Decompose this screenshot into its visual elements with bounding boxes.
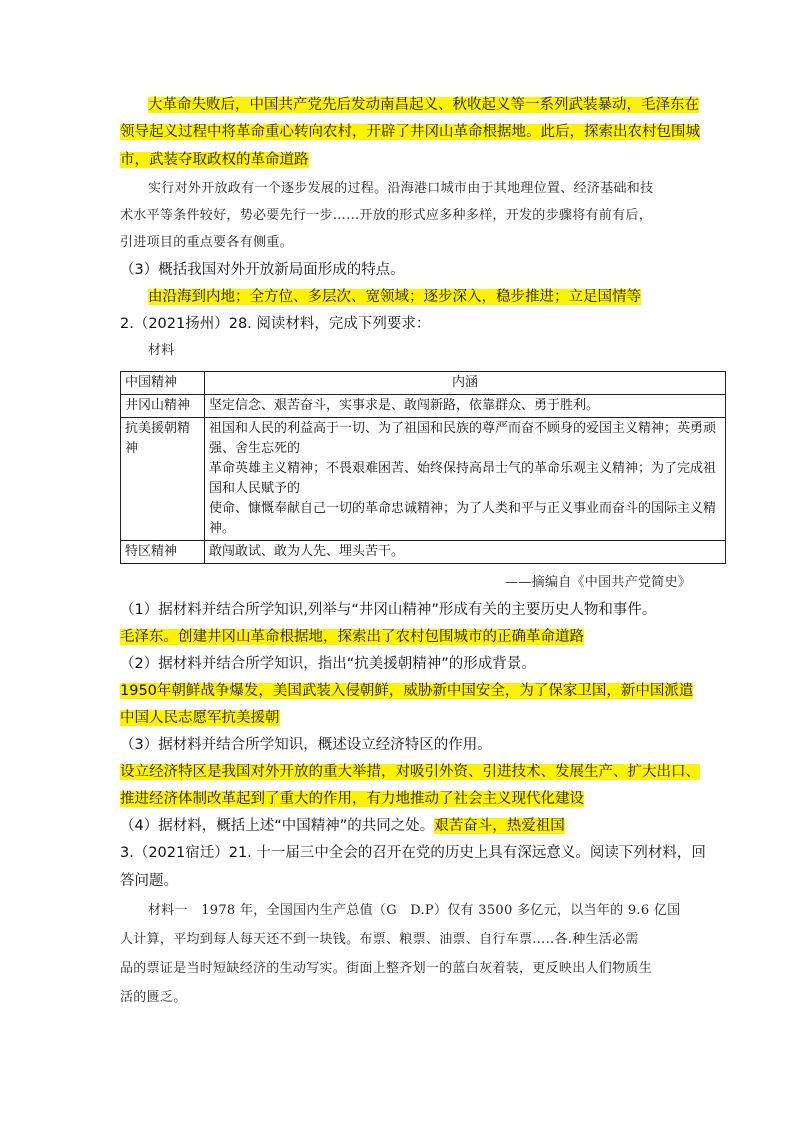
answer-line: 领导起义过程中将革命重心转向农村，开辟了井冈山革命根据地。此后，探索出农村包围城 [120,124,700,140]
question-text: （1）据材料并结合所学知识,列举与“井冈山精神”形成有关的主要历史人物和事件。 [120,602,657,618]
answer-line: 设立经济特区是我国对外开放的重大举措，对吸引外资、引进技术、发展生产、扩大出口、 [120,764,700,780]
answer-line: 1950年朝鲜战争爆发，美国武装入侵朝鲜，威胁新中国安全，为了保家卫国，新中国派遣 [120,683,694,699]
answer-line: 推进经济体制改革起到了重大的作用，有力地推动了社会主义现代化建设 [120,791,584,807]
question-header: 3.（2021宿迁）21. 十一届三中全会的召开在党的历史上具有深远意义。阅读下列材料，回 [120,845,706,861]
table-row [121,395,726,418]
table-cell: 井冈山精神 [121,395,205,418]
table-cell: 抗美援朝精神 [121,418,205,541]
material-line: 品的票证是当时短缺经济的生动写实。街面上整齐划一的蓝白灰着装，更反映出人们物质生 [120,961,653,976]
answer-line: 中国人民志愿军抗美援朝 [120,710,280,726]
material-line: 实行对外开放政有一个逐步发展的过程。沿海港口城市由于其地理位置、经济基础和技 [148,181,654,196]
material-line: 术水平等条件较好，势必要先行一步……开放的形式应多种多样，开发的步骤将有前有后， [120,208,653,223]
question-header: 2.（2021扬州）28. 阅读材料，完成下列要求： [120,316,431,332]
material-label: 材料 [148,343,175,358]
material-line: 引进项目的重点要各有侧重。 [120,235,293,250]
table-header-row [121,372,726,395]
question-text: （3）概括我国对外开放新局面形成的特点。 [120,262,405,278]
material-line: 材料一 1978 年，全国国内生产总值（G D.P）仅有 3500 多亿元，以当年的 9.6 亿国 [148,903,681,918]
answer-line: 毛泽东。创建井冈山革命根据地，探索出了农村包围城市的正确革命道路 [120,629,584,645]
answer-inline: 艰苦奋斗，热爱祖国 [434,818,565,834]
table-row [121,418,726,541]
cell-line: 革命英雄主义精神；不畏艰难困苦、始终保持高昂士气的革命乐观主义精神；为了完成祖国和人民赋予的 [209,461,717,496]
question-text: （3）据材料并结合所学知识，概述设立经济特区的作用。 [120,737,492,753]
answer-line: 由沿海到内地；全方位、多层次、宽领域；逐步深入，稳步推进；立足国情等 [148,289,641,305]
material-line: 人计算，平均到每人每天还不到一块钱。布票、粮票、油票、自行车票.....各.种生活必需 [120,932,639,947]
source-citation: ——摘编自《中国共产党简史》 [505,575,692,590]
cell-line: 使命、慷慨奉献自己一切的革命忠诚精神；为了人类和平与正义事业而奋斗的国际主义精神。 [209,501,717,536]
answer-line: 大革命失败后，中国共产党先后发动南昌起义、秋收起义等一系列武装暴动，毛泽东在 [148,97,699,113]
question-text: （2）据材料并结合所学知识，指出“抗美援朝精神”的形成背景。 [120,656,536,672]
material-line: 活的匮乏。 [120,990,187,1005]
table-cell: 敢闯敢试、敢为人先、埋头苦干。 [205,541,726,564]
table-cell: 特区精神 [121,541,205,564]
table-cell [205,418,726,541]
cell-line: 祖国和人民的利益高于一切、为了祖国和民族的尊严而奋不顾身的爱国主义精神；英勇顽强、舍生忘死的 [209,421,717,456]
spirit-table [120,371,726,564]
question-header: 答问题。 [120,873,178,889]
table-header: 内涵 [205,372,726,395]
table-cell: 坚定信念、艰苦奋斗，实事求是、敢闯新路，依靠群众、勇于胜利。 [205,395,726,418]
table-row [121,541,726,564]
table-header: 中国精神 [121,372,205,395]
answer-line: 市，武装夺取政权的革命道路 [120,152,309,168]
question-text: （4）据材料，概括上述“中国精神”的共同之处。艰苦奋斗，热爱祖国 [120,818,565,834]
